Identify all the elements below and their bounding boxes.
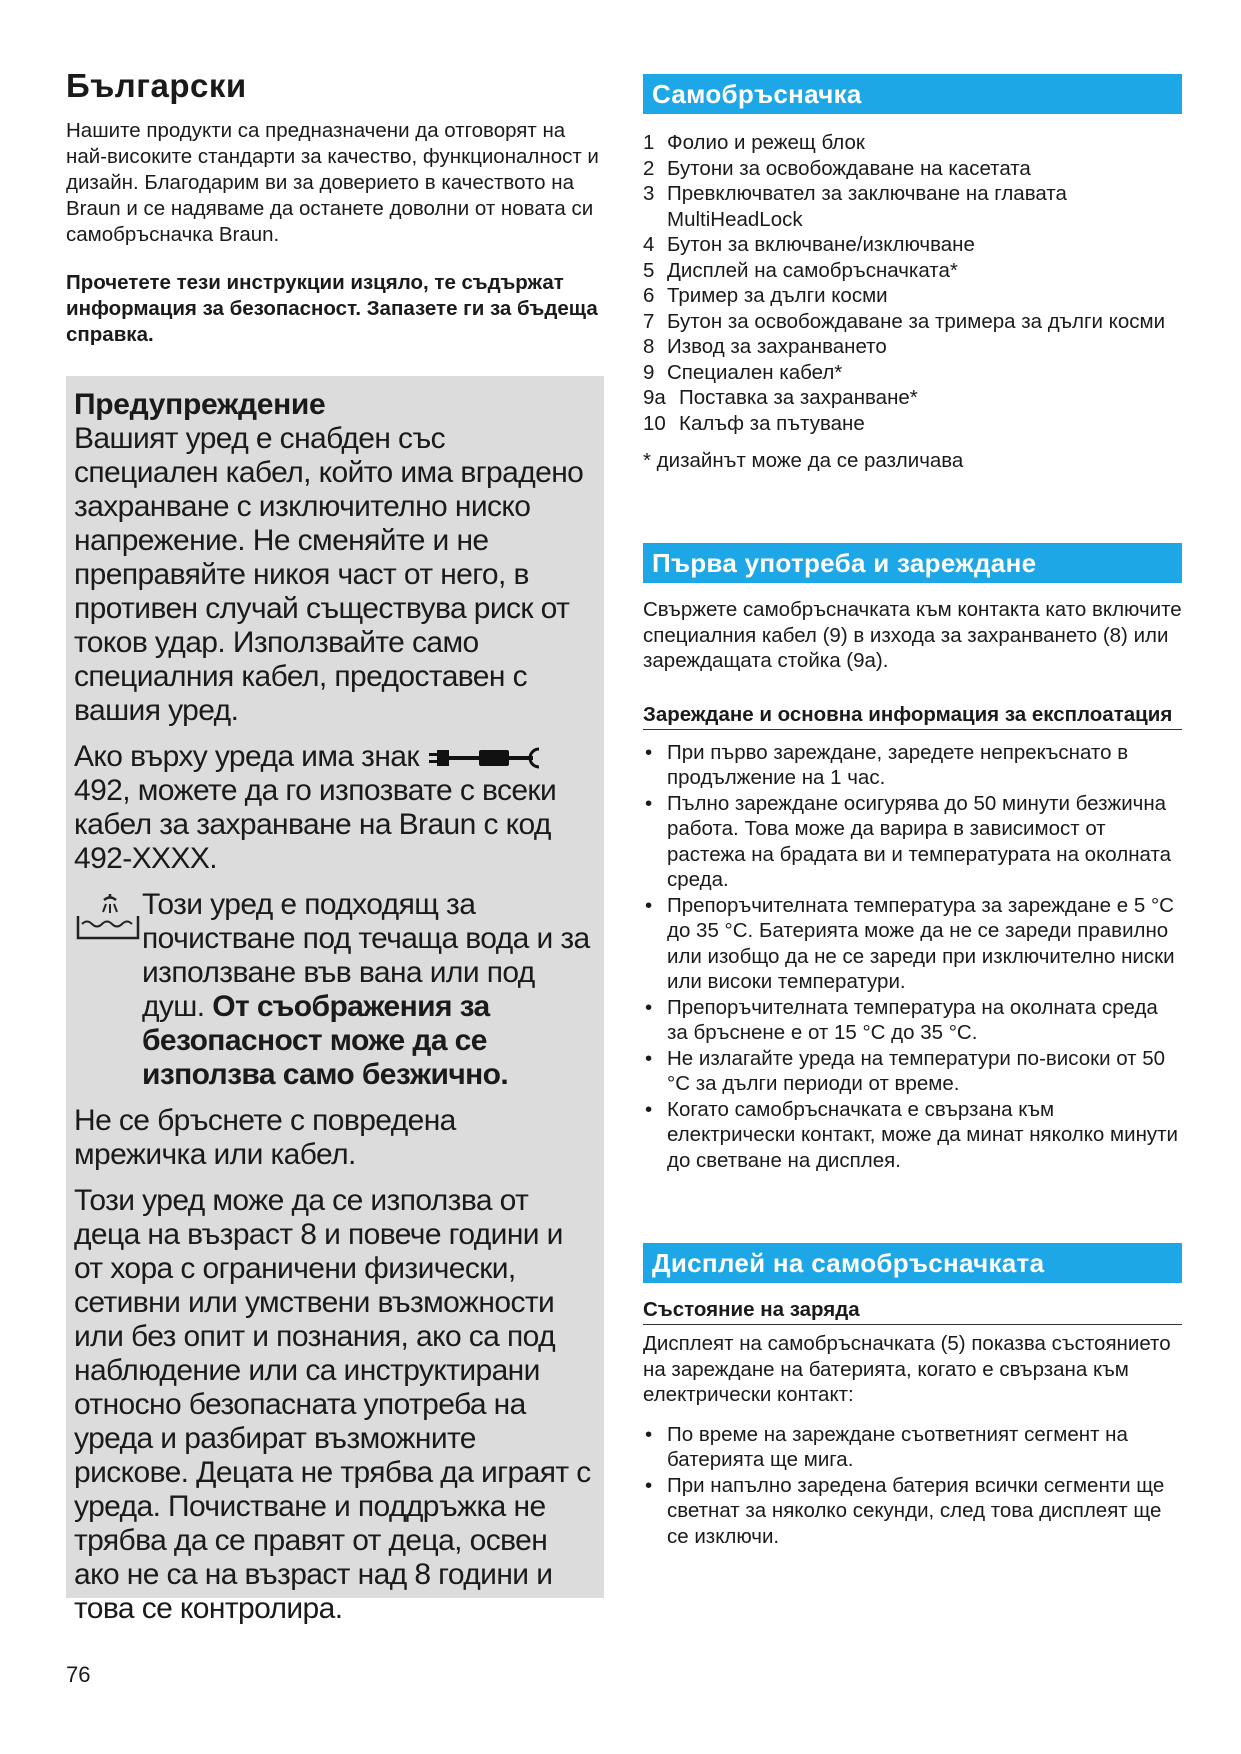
section-title-display: Дисплей на самобръсначката	[643, 1243, 1182, 1283]
plug-cable-icon	[427, 745, 547, 771]
list-item: • Не излагайте уреда на температури по-високи от 50 °C за дълги периоди от време.	[643, 1046, 1182, 1097]
warning-492-text-after: 492, можете да го изпозвате с всеки кабел за захранване на Braun с код 492-XXXX.	[74, 774, 557, 875]
list-item: 4 Бутон за включване/изключване	[643, 233, 975, 256]
list-item: • Когато самобръсначката е свързана към електрически контакт, може да минат няколко минути до светване на дисплея.	[643, 1097, 1182, 1174]
design-footnote: * дизайнът може да се различава	[643, 449, 964, 472]
parts-list	[643, 130, 1182, 436]
list-item: • Препоръчителната температура за зареждане е 5 °C до 35 °C. Батерията може да не се зареди правилно или изобщо да не се зареди при изключително ниски или високи температури.	[643, 893, 1182, 995]
charging-bullets	[643, 740, 1182, 1174]
water-safety-row	[74, 888, 594, 1092]
right-column	[643, 74, 1182, 1549]
warning-paragraph-492	[74, 740, 594, 876]
list-item: 3 Превключвател за заключване на главата MultiHeadLock	[643, 182, 1067, 231]
warning-paragraph-children: Този уред може да се използва от деца на възраст 8 и повече години и от хора с ограничени физически, сетивни или умствени възможности или без опит и познания, ако са под наблюдение или са инструктирани относно безопасната употреба на уреда и разбират възможните рискове. Децата не трябва да играят с уреда. Почистване и поддръжка не трябва да се правят от деца, освен ако не са на възраст над 8 години и това се контролира.	[74, 1184, 591, 1625]
list-item: 5 Дисплей на самобръсначката*	[643, 258, 958, 282]
water-safety-bold: От съображения за безопасност може да се използва само безжично.	[142, 990, 509, 1091]
list-item: 9a Поставка за захранване*	[643, 386, 918, 409]
list-item: 2 Бутони за освобождаване на касетата	[643, 156, 1031, 180]
intro-bold-paragraph: Прочетете тези инструкции изцяло, те съдържат информация за безопасност. Запазете ги за бъдеща справка.	[66, 271, 598, 346]
list-item: • Препоръчителната температура на околната среда за бръснене е от 15 °C до 35 °C.	[643, 995, 1182, 1046]
water-safety-text	[142, 888, 594, 1092]
list-item: 10 Калъф за пътуване	[643, 411, 865, 435]
list-item: 9 Специален кабел*	[643, 360, 843, 384]
bath-shower-icon	[74, 894, 142, 950]
intro-paragraph: Нашите продукти са предназначени да отговорят на най-високите стандарти за качество, функционалност и дизайн. Благодарим ви за доверието в качеството на Braun и се надяваме да останете доволни от новата си самобръсначка Braun.	[66, 119, 599, 246]
list-item: 1 Фолио и режещ блок	[643, 131, 865, 154]
list-item: 8 Извод за захранването	[643, 335, 887, 358]
section-title-shaver: Самобръсначка	[643, 74, 1182, 114]
list-item: • По време на зареждане съответният сегмент на батерията ще мига.	[643, 1422, 1182, 1473]
charging-subheading: Зареждане и основна информация за експлоатация	[643, 702, 1182, 730]
list-item: 7 Бутон за освобождаване за тримера за дълги косми	[643, 309, 1166, 333]
display-bullets	[643, 1422, 1182, 1550]
warning-paragraph-damaged: Не се бръснете с повредена мрежичка или кабел.	[74, 1104, 456, 1171]
left-column	[66, 66, 604, 1625]
warning-title: Предупреждение	[74, 388, 326, 421]
section-title-first-use: Първа употреба и зареждане	[643, 543, 1182, 583]
first-use-text: Свържете самобръсначката към контакта като включите специалния кабел (9) в изхода за захранването (8) или зареждащата стойка (9a).	[643, 598, 1182, 672]
warning-paragraph-cable: Вашият уред е снабден със специален кабел, който има вградено захранване с изключително ниско напрежение. Не сменяйте и не преправяйте никоя част от него, в противен случай съществува риск от токов удар. Използвайте само специалния кабел, предоставен с вашия уред.	[74, 422, 584, 727]
charge-state-subheading: Състояние на заряда	[643, 1297, 1182, 1325]
water-safety-normal: Този уред е подходящ за почистване под течаща вода и за използване във вана или под душ.	[142, 888, 590, 1023]
display-text: Дисплеят на самобръсначката (5) показва състоянието на зареждане на батерията, когато е свързана към електрически контакт:	[643, 1332, 1171, 1406]
list-item: • Пълно зареждане осигурява до 50 минути безжична работа. Това може да варира в зависимост от растежа на брадата ви и температурата на околната среда.	[643, 791, 1182, 893]
list-item: 6 Тример за дълги косми	[643, 284, 888, 307]
warning-492-text-before: Ако върху уреда има знак	[74, 740, 419, 773]
page-title: Български	[66, 67, 247, 104]
list-item: • При първо зареждане, заредете непрекъснато в продължение на 1 час.	[643, 740, 1182, 791]
page-number: 76	[66, 1662, 91, 1687]
list-item: • При напълно заредена батерия всички сегменти ще светнат за няколко секунди, след това дисплеят ще се изключи.	[643, 1473, 1182, 1550]
warning-box	[66, 376, 604, 1625]
